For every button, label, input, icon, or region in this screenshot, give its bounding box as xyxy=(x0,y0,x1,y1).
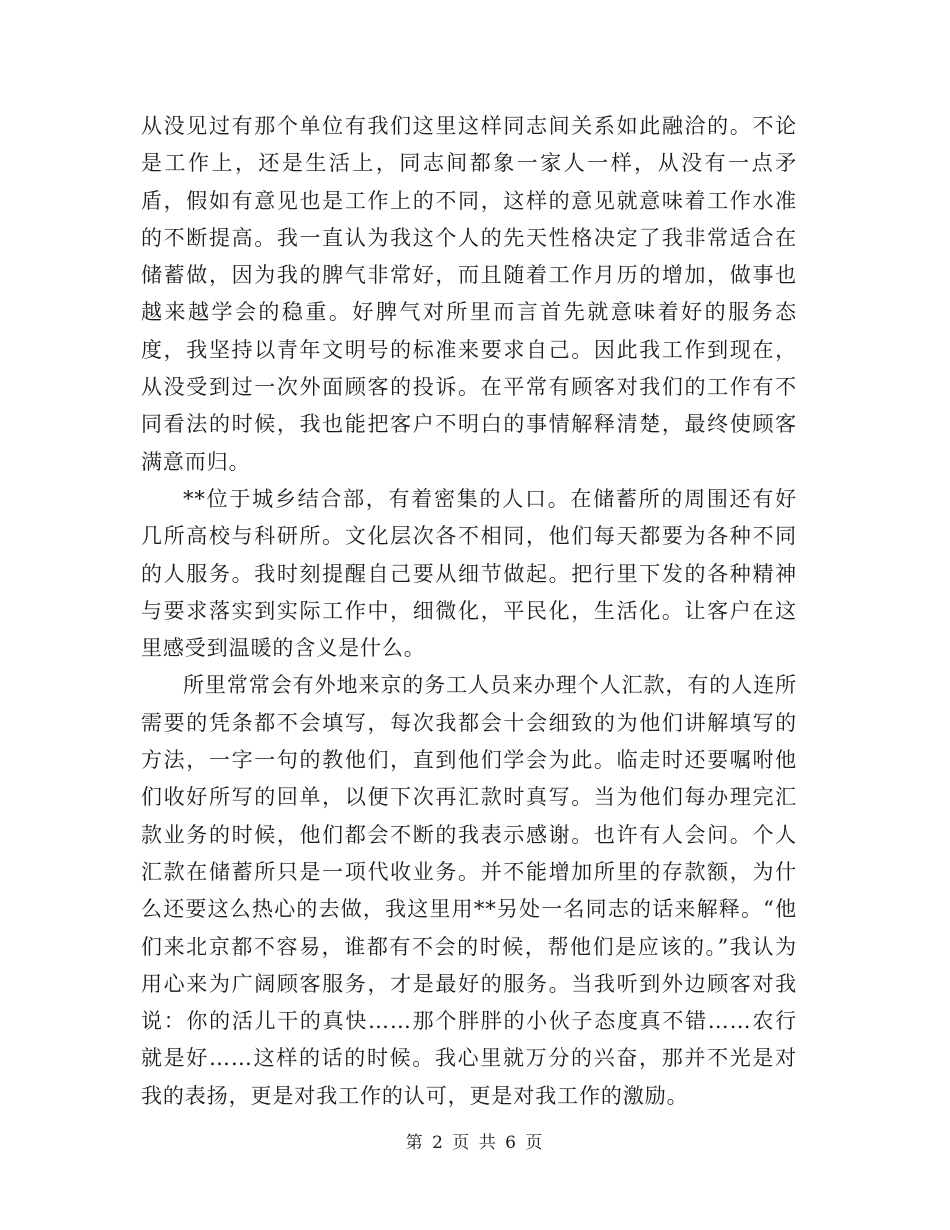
document-body xyxy=(141,108,797,1115)
page-number-footer: 第 2 页 共 6 页 xyxy=(405,1133,545,1153)
paragraph-3: 所里常常会有外地来京的务工人员来办理个人汇款，有的人连所需要的凭条都不会填写，每次我都会十会细致的为他们讲解填写的方法，一字一句的教他们，直到他们学会为此。临走时还要嘱咐他们收好所写的回单，以便下次再汇款时真写。当为他们每办理完汇款业务的时候，他们都会不断的我表示感谢。也许有人会问。个人汇款在储蓄所只是一项代收业务。并不能增加所里的存款额，为什么还要这么热心的去做，我这里用**另处一名同志的话来解释。“他们来北京都不容易，谁都有不会的时候，帮他们是应该的。”我认为用心来为广阔顾客服务，才是最好的服务。当我听到外边顾客对我说：你的活儿干的真快……那个胖胖的小伙子态度真不错……农行就是好……这样的话的时候。我心里就万分的兴奋，那并不光是对我的表扬，更是对我工作的认可，更是对我工作的激励。 xyxy=(141,673,797,1108)
paragraph-2: **位于城乡结合部，有着密集的人口。在储蓄所的周围还有好几所高校与科研所。文化层次各不相同，他们每天都要为各种不同的人服务。我时刻提醒自己要从细节做起。把行里下发的各种精神与要求落实到实际工作中，细微化，平民化，生活化。让客户在这里感受到温暖的含义是什么。 xyxy=(141,486,797,661)
paragraph-1: 从没见过有那个单位有我们这里这样同志间关系如此融洽的。不论是工作上，还是生活上，同志间都象一家人一样，从没有一点矛盾，假如有意见也是工作上的不同，这样的意见就意味着工作水准的不断提高。我一直认为我这个人的先天性格决定了我非常适合在储蓄做，因为我的脾气非常好，而且随着工作月历的增加，做事也越来越学会的稳重。好脾气对所里而言首先就意味着好的服务态度，我坚持以青年文明号的标准来要求自己。因此我工作到现在，从没受到过一次外面顾客的投诉。在平常有顾客对我们的工作有不同看法的时候，我也能把客户不明白的事情解释清楚，最终使顾客满意而归。 xyxy=(141,114,797,474)
